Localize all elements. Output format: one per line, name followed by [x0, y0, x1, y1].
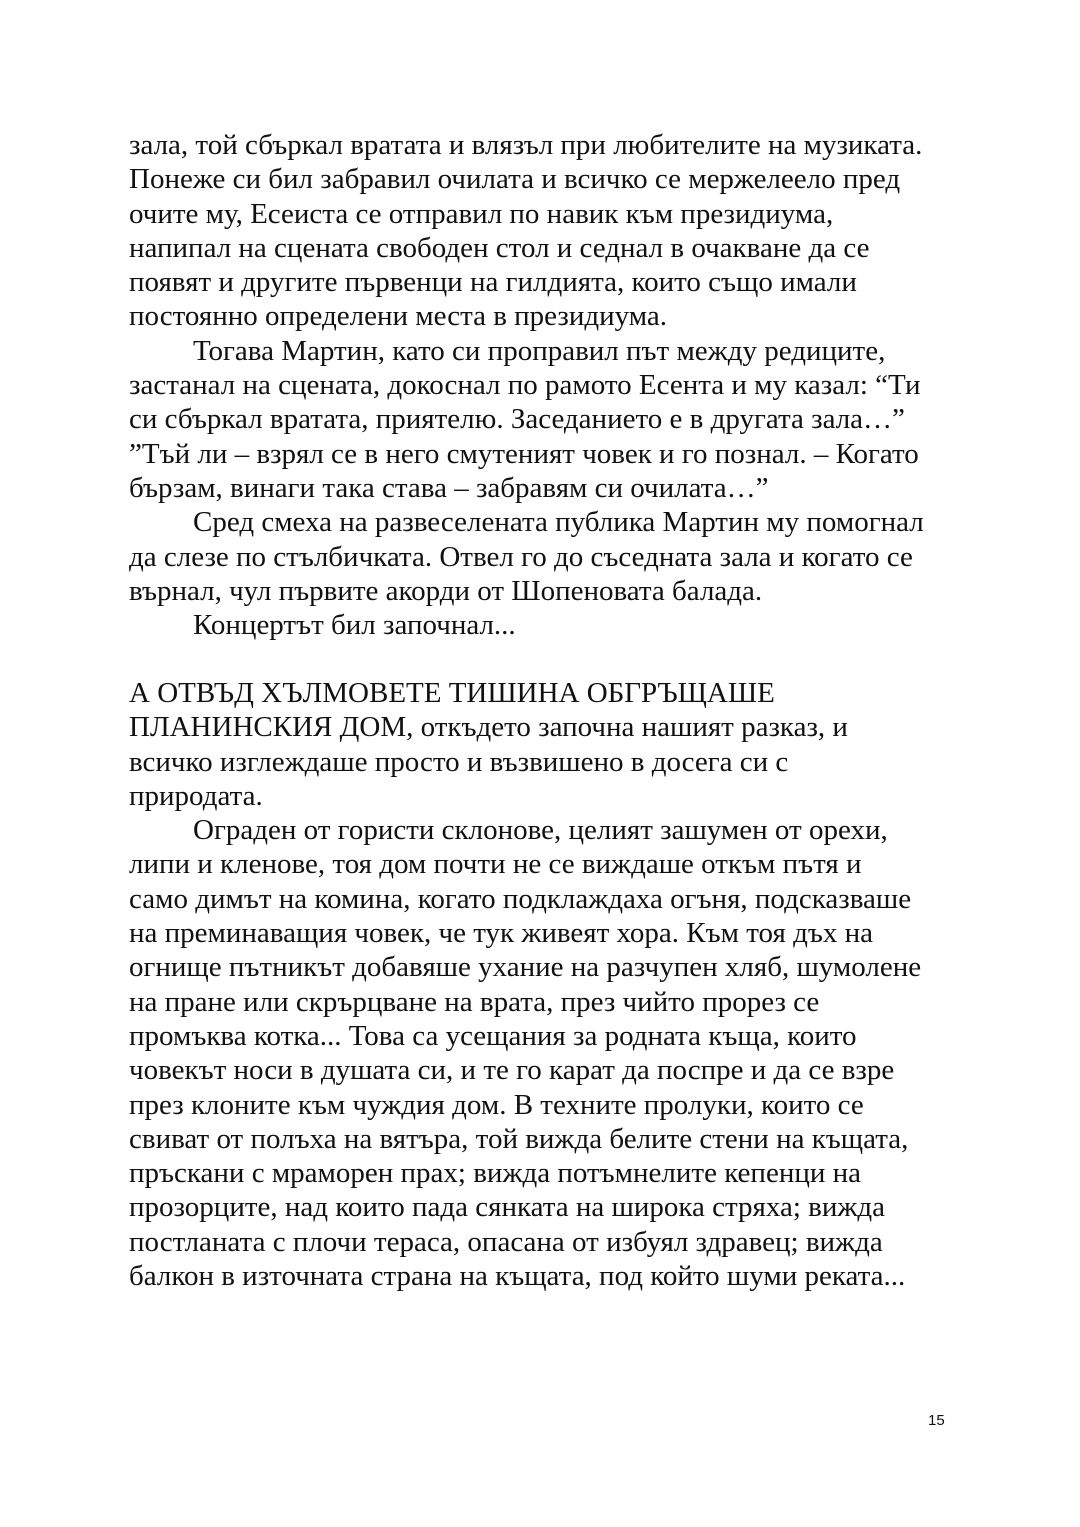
text-line: постланата с плочи тераса, опасана от избуял здравец; вижда [129, 1225, 883, 1258]
text-line: бързам, винаги така става – забравям си очилата…” [129, 471, 769, 504]
text-line: застанал на сцената, докоснал по рамото Есента и му казал: “Ти [129, 369, 921, 402]
text-line: пръскани с мраморен прах; вижда потъмнелите кепенци на [129, 1157, 862, 1190]
text-line: на преминаващия човек, че тук живеят хора. Към тоя дъх на [129, 917, 873, 950]
text-line: ”Тъй ли – взрял се в него смутеният човек и го познал. – Когато [129, 437, 919, 470]
text-section-2 [129, 676, 959, 1293]
section-heading-line: А ОТВЪД ХЪЛМОВЕТЕ ТИШИНА ОБГРЪЩАШЕ [129, 677, 775, 709]
text-section-1 [129, 128, 959, 642]
text-line: да слезе по стълбичката. Отвел го до съседната зала и когато се [129, 540, 913, 573]
text-line: промъква котка... Това са усещания за родната къща, които [129, 1019, 857, 1052]
text-line: върнал, чул първите акорди от Шопеновата балада. [129, 574, 763, 607]
text-line: свиват от полъха на вятъра, той вижда белите стени на къщата, [129, 1122, 909, 1155]
text-line: човекът носи в душата си, и те го карат да поспре и да се взре [129, 1054, 895, 1087]
text-line: само димът на комина, когато подклаждаха огъня, подсказваше [129, 882, 912, 915]
text-line: Тогава Мартин, като си проправил път между редиците, [193, 334, 886, 367]
text-line: Концертът бил започнал... [193, 609, 516, 642]
text-line: Ограден от гористи склонове, целият зашумен от орехи, [193, 814, 888, 847]
text-line: балкон в източната страна на къщата, под който шуми реката... [129, 1260, 906, 1293]
text-line: Сред смеха на развеселената публика Мартин му помогнал [193, 506, 924, 539]
text-line: огнище пътникът добавяше ухание на разчупен хляб, шумолене [129, 951, 922, 984]
text-line: прозорците, над които пада сянката на широка стряха; вижда [129, 1191, 886, 1224]
text-line: природата. [129, 779, 263, 812]
text-line: през клоните към чуждия дом. В техните пролуки, които се [129, 1088, 864, 1121]
text-line: на пране или скрърцване на врата, през чийто прорез се [129, 985, 820, 1018]
text-line: зала, той сбъркал вратата и влязъл при любителите на музиката. [129, 129, 923, 161]
text-line: появят и другите първенци на гилдията, които също имали [129, 266, 857, 299]
text-line: всичко изглеждаше просто и възвишено в досега си с [129, 745, 789, 778]
page-number: 15 [928, 1412, 945, 1429]
text-line: Понеже си бил забравил очилата и всичко се мержелеело пред [129, 163, 901, 196]
text-line: постоянно определени места в президиума. [129, 300, 668, 333]
text-line: ПЛАНИНСКИЯ ДОМ, откъдето започна нашият разказ, и [129, 711, 848, 744]
text-line: очите му, Есеиста се отправил по навик към президиума, [129, 197, 834, 230]
text-line: напипал на сцената свободен стол и седнал в очакване да се [129, 231, 870, 264]
text-line: липи и кленове, тоя дом почти не се виждаше откъм пътя и [129, 848, 862, 881]
text-line: си сбъркал вратата, приятелю. Заседанието е в другата зала…” [129, 403, 905, 436]
